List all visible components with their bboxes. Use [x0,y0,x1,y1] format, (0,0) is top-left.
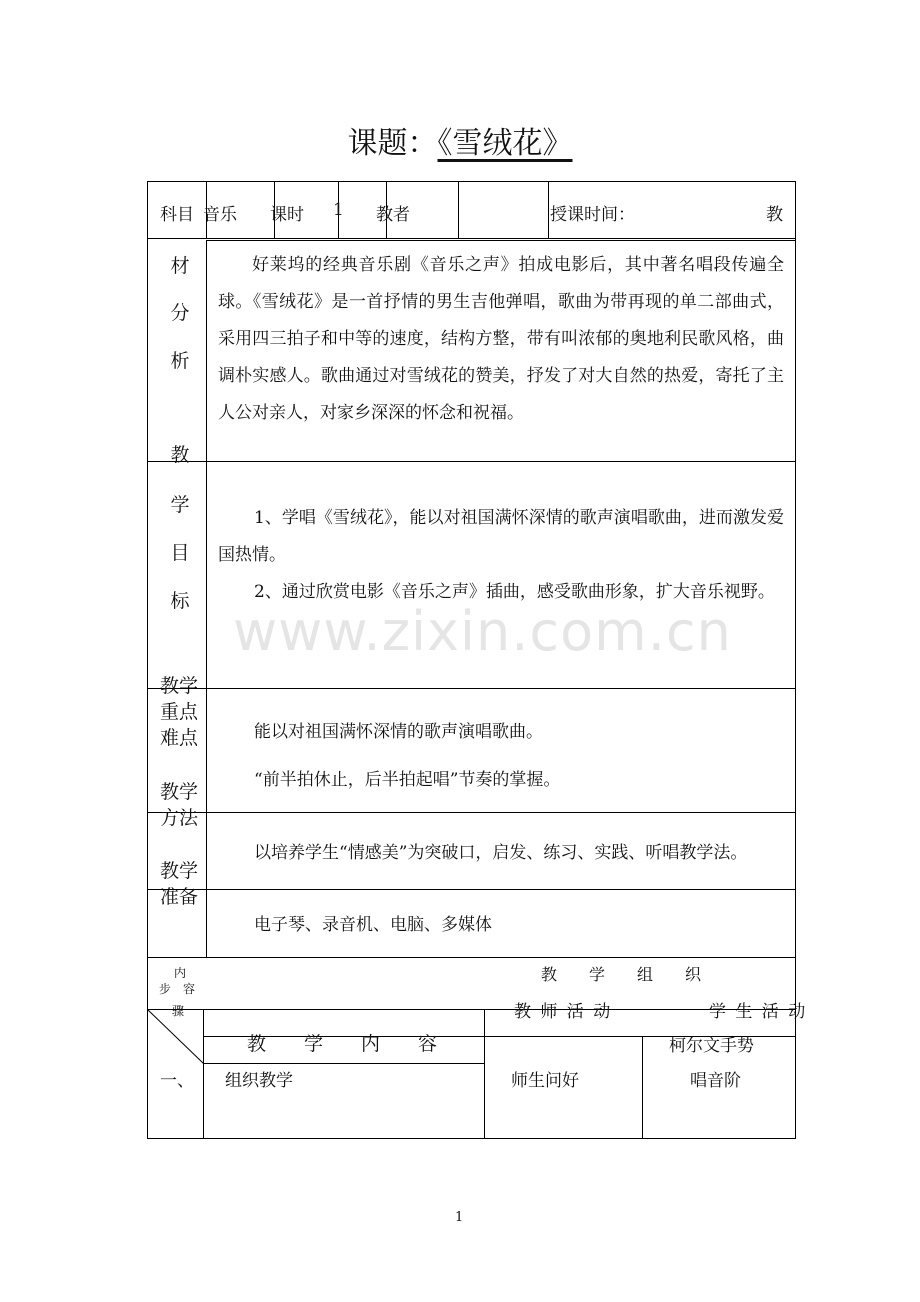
goals-label-3: 目 [170,542,190,564]
title-name: 《雪绒花》 [437,126,573,161]
goals-label-2: 学 [170,494,190,516]
goal-item-1: 1、学唱《雪绒花》，能以对祖国满怀深情的歌声演唱歌曲，进而激发爱国热情。 [218,508,784,565]
header-col-divider-5 [458,181,459,238]
student-activity-header: 学 生 活 动 [709,1002,808,1022]
goal-item-2: 2、通过欣赏电影《音乐之声》插曲，感受歌曲形象，扩大音乐视野。 [254,582,775,602]
watermark: www.zixin.com.cn [233,600,732,663]
cut-off-label: 教 [766,205,783,225]
label-col-divider [206,240,207,958]
subject-value: 音乐 [203,205,237,225]
row-step: 一、 [160,1071,194,1091]
goals-label-1: 教 [170,444,190,466]
prep-label-2: 准备 [160,886,199,908]
page-number: 1 [455,1210,464,1225]
divider-prep-process [147,957,796,958]
process-content-header-bottom [203,1063,485,1064]
process-col-divider-3 [642,1036,643,1139]
corner-label-1: 内 [174,966,187,980]
keys-label-1: 教学 [160,675,199,697]
page-title [0,118,920,162]
goals-label-4: 标 [170,590,190,612]
teacher-label: 教者 [376,205,410,225]
methods-label-1: 教学 [160,781,199,803]
teacher-activity-header: 教 师 活 动 [514,1002,613,1022]
corner-label-3: 骤 [172,1004,185,1018]
period-label: 课时 [270,205,304,225]
keys-label-3: 难点 [160,727,199,749]
subject-label: 科目 [160,205,194,225]
content-header: 教 学 内 容 [247,1033,438,1055]
header-row-divider [147,238,796,239]
table-border-left [147,181,148,1139]
table-border-bottom [147,1138,796,1139]
row-teacher: 师生问好 [511,1071,579,1091]
divider-methods-prep [147,889,796,890]
analysis-label-2: 分 [170,302,190,324]
divider-goals-keys [147,688,796,689]
prep-text: 电子琴、录音机、电脑、多媒体 [254,915,492,935]
key-point-important: 能以对祖国满怀深情的歌声演唱歌曲。 [254,722,543,742]
corner-label-2: 步 容 [159,982,196,996]
table-border-right [795,181,796,1139]
period-value: 1 [333,200,344,220]
divider-keys-methods [147,812,796,813]
key-point-difficult: “前半拍休止，后半拍起唱”节奏的掌握。 [254,770,561,790]
process-col-divider-2 [484,1009,485,1139]
student-note: 柯尔文手势 [669,1036,754,1056]
prep-label-1: 教学 [160,860,199,882]
inner-box-top [206,240,796,241]
analysis-text: 好莱坞的经典音乐剧《音乐之声》拍成电影后，其中著名唱段传遍全球。《雪绒花》是一首抒情的男生吉他弹唱，歌曲为带再现的单二部曲式，采用四三拍子和中等的速度，结构方整，带有叫浓郁的奥地利民歌风格，曲调朴实感人。歌曲通过对雪绒花的赞美，抒发了对大自然的热爱，寄托了主人公对亲人，对家乡深深的怀念和祝福。 [218,255,784,423]
title-prefix: 课题： [347,126,438,161]
analysis-label-1: 材 [170,255,190,277]
methods-label-2: 方法 [160,807,199,829]
time-label: 授课时间： [550,205,635,225]
org-header: 教 学 组 织 [541,965,702,984]
process-row-top [147,1009,796,1010]
divider-analysis-goals [147,461,796,462]
methods-text: 以培养学生“情感美”为突破口，启发、练习、实践、听唱教学法。 [254,843,748,863]
keys-label-2: 重点 [160,701,199,723]
table-border-top [147,181,796,182]
header-col-divider-6 [548,181,549,238]
analysis-label-3: 析 [170,350,190,372]
row-content: 组织教学 [225,1071,293,1091]
row-student: 唱音阶 [690,1071,741,1091]
